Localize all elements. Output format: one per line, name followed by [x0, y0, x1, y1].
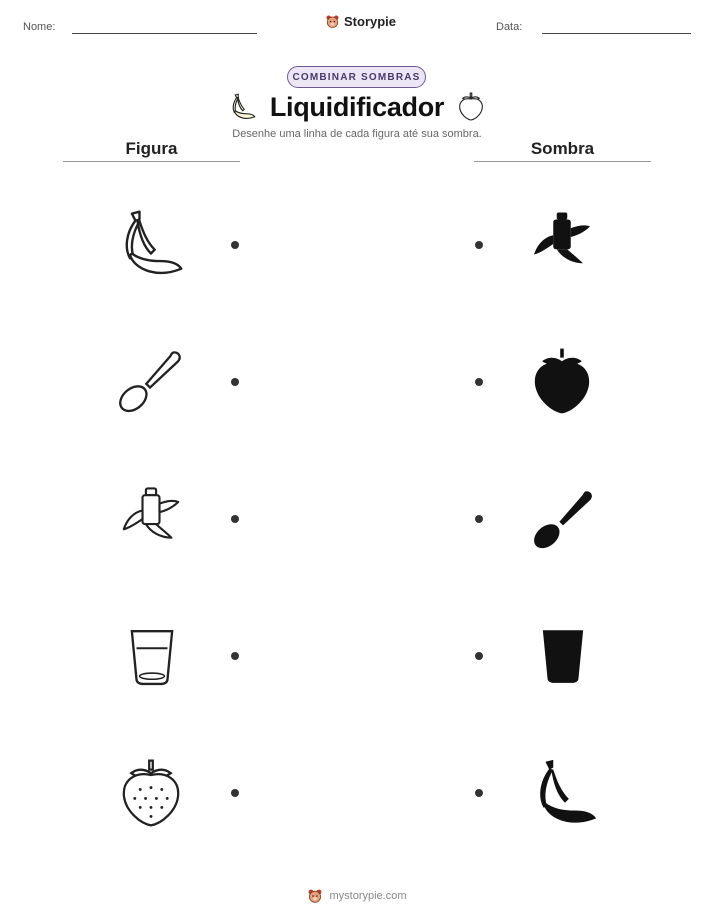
figure-dot-2[interactable] — [231, 378, 239, 386]
glass-shadow-icon — [532, 618, 594, 692]
column-underline-figure — [63, 161, 240, 162]
bear-logo-icon — [325, 14, 340, 29]
footer-url[interactable]: mystorypie.com — [329, 890, 407, 902]
figure-dot-3[interactable] — [231, 515, 239, 523]
spoon-icon — [111, 345, 189, 419]
figure-dot-5[interactable] — [231, 789, 239, 797]
column-header-figure: Figura — [125, 139, 178, 158]
strawberry-icon — [115, 754, 187, 832]
name-line[interactable] — [72, 33, 257, 34]
brand-logo — [325, 14, 396, 29]
spoon-shadow-icon — [524, 484, 602, 556]
bear-footer-icon — [307, 888, 323, 904]
footer — [0, 888, 714, 904]
column-header-shadow: Sombra — [530, 139, 595, 158]
date-line[interactable] — [542, 33, 691, 34]
figure-dot-4[interactable] — [231, 652, 239, 660]
glass-icon — [121, 620, 183, 692]
blender-blade-shadow-icon — [524, 209, 600, 279]
banana-shadow-icon — [524, 754, 602, 832]
date-label: Data: — [496, 21, 523, 33]
shadow-dot-5[interactable] — [475, 789, 483, 797]
shadow-dot-3[interactable] — [475, 515, 483, 523]
instructions: Desenhe uma linha de cada figura até sua sombra. — [232, 128, 482, 140]
name-label: Nome: — [23, 21, 56, 33]
column-underline-shadow — [474, 161, 651, 162]
activity-badge: COMBINAR SOMBRAS — [287, 66, 426, 88]
shadow-dot-1[interactable] — [475, 241, 483, 249]
banana-icon — [111, 206, 187, 282]
shadow-dot-2[interactable] — [475, 378, 483, 386]
brand-name: Storypie — [344, 14, 397, 29]
shadow-dot-4[interactable] — [475, 652, 483, 660]
strawberry-title-icon — [456, 91, 486, 122]
figure-dot-1[interactable] — [231, 241, 239, 249]
strawberry-shadow-icon — [526, 343, 598, 419]
page-title: Liquidificador — [269, 92, 445, 122]
blender-blade-icon — [115, 485, 187, 553]
